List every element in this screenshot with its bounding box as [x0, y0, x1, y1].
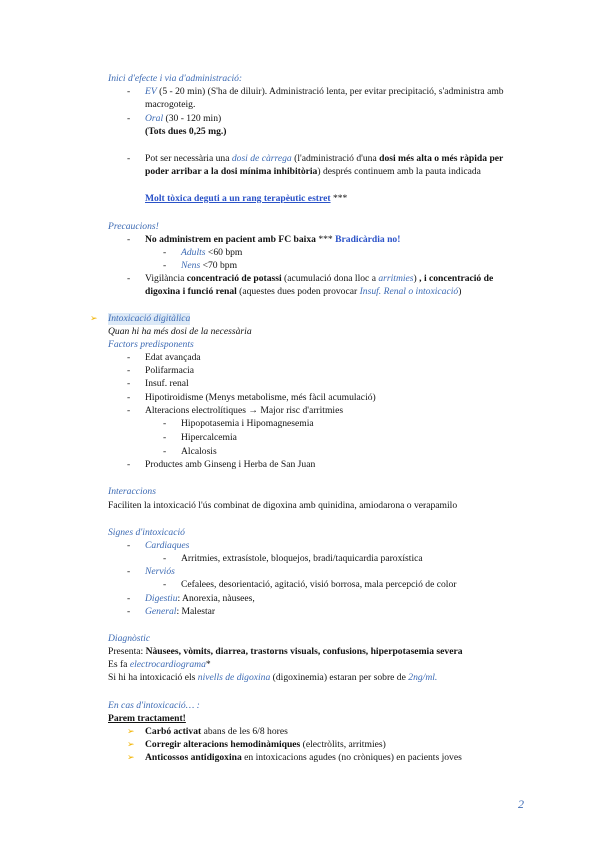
list-item: EV (5 - 20 min) (S'ha de diluir). Administració lenta, per evitar precipitació, s'administra amb	[145, 86, 504, 97]
list-dash: -	[127, 273, 131, 284]
list-item: No administrem en pacient amb FC baixa *** Bradicàrdia no!	[145, 234, 401, 245]
page-number: 2	[518, 797, 524, 811]
list-subitem: Adults <60 bpm	[181, 247, 243, 258]
list-item-cont: digoxina i funció renal (aquestes dues poden provocar Insuf. Renal o intoxicació)	[145, 286, 462, 297]
list-dash: -	[127, 234, 131, 245]
list-dash: -	[127, 153, 131, 164]
list-item: Cardiaques	[145, 540, 190, 551]
list-dash: -	[127, 606, 131, 617]
list-dash: -	[163, 418, 167, 429]
list-dash: -	[127, 540, 131, 551]
list-dash: -	[127, 113, 131, 124]
arrow-bullet-icon: ➢	[90, 313, 98, 323]
list-dash: -	[163, 260, 167, 271]
emphasis-heading: Parem tractament!	[108, 713, 186, 724]
list-subitem: Cefalees, desorientació, agitació, visió borrosa, mala percepció de color	[181, 579, 457, 590]
list-item: Polifarmacia	[145, 365, 195, 376]
list-subitem: Arritmies, extrasístole, bloquejos, bradi/taquicardia paroxística	[181, 553, 423, 564]
section-heading: Signes d'intoxicació	[108, 527, 185, 538]
arrow-bullet-icon: ➢	[127, 752, 135, 762]
list-subitem: Hipercalcemia	[181, 432, 237, 443]
list-item: Insuf. renal	[145, 378, 189, 389]
list-item: Hipotiroidisme (Menys metabolisme, més fàcil acumulació)	[145, 392, 376, 403]
list-subitem: Alcalosis	[181, 446, 217, 457]
list-dash: -	[127, 459, 131, 470]
list-dash: -	[127, 352, 131, 363]
section-subtitle: Quan hi ha més dosi de la necessària	[108, 326, 252, 337]
list-item-cont: macrogoteig.	[145, 99, 196, 110]
arrow-bullet-icon: ➢	[127, 739, 135, 749]
section-heading: Inici d'efecte i via d'administració:	[108, 73, 243, 84]
list-item-bold: (Tots dues 0,25 mg.)	[145, 126, 227, 137]
list-item-cont: poder arribar a la dosi mínima inhibitòria) després continuem amb la pauta indicada	[145, 166, 481, 177]
list-item: Alteracions electrolítiques → Major risc d'arritmies	[145, 405, 344, 416]
list-dash: -	[163, 553, 167, 564]
list-item: Edat avançada	[145, 352, 201, 363]
list-dash: -	[127, 378, 131, 389]
section-heading: Precaucions!	[108, 221, 159, 232]
list-subitem: Nens <70 bpm	[181, 260, 238, 271]
paragraph: Si hi ha intoxicació els nivells de digoxina (digoxinemia) estaran per sobre de 2ng/ml.	[108, 672, 438, 683]
paragraph: Es fa electrocardiograma*	[108, 659, 211, 670]
list-dash: -	[163, 247, 167, 258]
section-title: Intoxicació digitàlica	[108, 313, 191, 324]
list-item: Digestiu: Anorexia, nàusees,	[145, 593, 255, 604]
list-dash: -	[163, 432, 167, 443]
list-item: Productes amb Ginseng i Herba de San Juan	[145, 459, 316, 470]
paragraph: Faciliten la intoxicació l'ús combinat de digoxina amb quinidina, amiodarona o verapamilo	[108, 500, 458, 511]
list-subitem: Hipopotasemia i Hipomagnesemia	[181, 418, 314, 429]
list-dash: -	[127, 566, 131, 577]
list-item: Corregir alteracions hemodinàmiques (electròlits, arritmies)	[145, 739, 386, 750]
list-item: Oral (30 - 120 min)	[145, 113, 222, 124]
list-item: Pot ser necessària una dosi de càrrega (l'administració d'una dosi més alta o més ràpida per	[145, 153, 504, 164]
arrow-bullet-icon: ➢	[127, 726, 135, 736]
list-item: Nerviós	[145, 566, 175, 577]
list-item: Anticossos antidigoxina en intoxicacions agudes (no cròniques) en pacients joves	[145, 752, 462, 763]
list-dash: -	[127, 365, 131, 376]
list-item: Vigilància concentració de potassi (acumulació dona lloc a arritmies) , i concentració de	[145, 273, 494, 284]
paragraph: Presenta: Nàusees, vòmits, diarrea, trastorns visuals, confusions, hiperpotasemia severa	[108, 646, 463, 657]
section-heading: En cas d'intoxicació… :	[108, 700, 200, 711]
list-dash: -	[163, 446, 167, 457]
list-item: Carbó activat abans de les 6/8 hores	[145, 726, 288, 737]
section-heading: Interaccions	[108, 486, 156, 497]
list-dash: -	[163, 579, 167, 590]
list-dash: -	[127, 86, 131, 97]
toxicity-note: Molt tòxica deguti a un rang terapèutic estret ***	[145, 193, 348, 204]
list-item: General: Malestar	[145, 606, 216, 617]
list-dash: -	[127, 593, 131, 604]
list-dash: -	[127, 405, 131, 416]
list-dash: -	[127, 392, 131, 403]
section-heading: Diagnòstic	[108, 633, 151, 644]
section-heading: Factors predisponents	[108, 339, 194, 350]
